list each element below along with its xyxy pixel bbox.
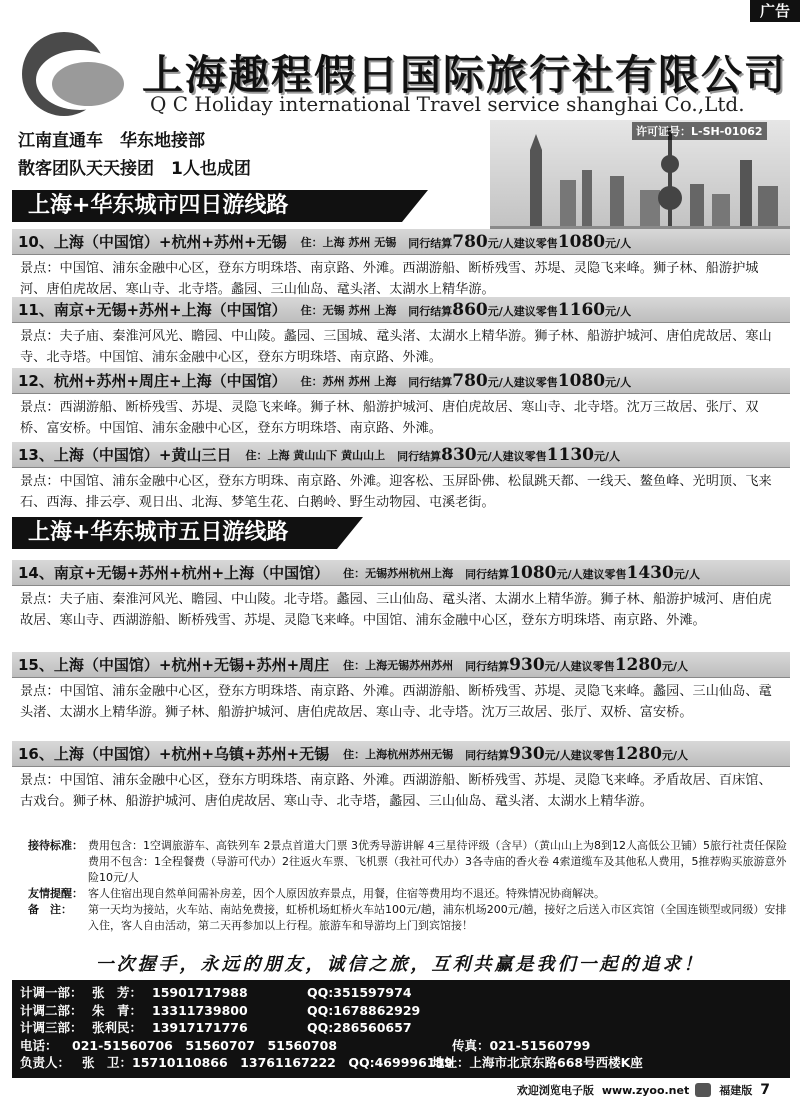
site-logo-icon bbox=[695, 1083, 711, 1097]
peer-price: 1080 bbox=[509, 562, 557, 583]
peer-price: 930 bbox=[509, 743, 545, 764]
route-stay: 住：上海 黄山山下 黄山山上 bbox=[245, 448, 386, 462]
route-description: 景点：夫子庙、秦淮河风光、瞻园、中山陵。蠡园、三国城、鼋头渚、太湖水上精华游。狮子林、船游护城河、唐伯虎故居、寒山寺、北寺塔。中国馆、浦东金融中心区，登东方明珠塔、南京路、外滩。 bbox=[20, 329, 772, 365]
note-text: 客人住宿出现自然单间需补房差，因个人原因放弃景点，用餐，住宿等费用均不退还。特殊情况协商解决。 bbox=[88, 887, 605, 900]
contact-row bbox=[20, 1019, 782, 1037]
route-header bbox=[12, 229, 790, 255]
route-title: 16、上海（中国馆）+杭州+乌镇+苏州+无锡 bbox=[18, 745, 330, 763]
note-label: 友情提醒： bbox=[28, 887, 83, 900]
contact-row bbox=[20, 984, 782, 1002]
page-number: 7 bbox=[760, 1082, 770, 1098]
footer-edition: 福建版 bbox=[719, 1084, 753, 1097]
route-title: 10、上海（中国馆）+杭州+苏州+无锡 bbox=[18, 233, 287, 251]
route-price: 同行结算860元/人建议零售1160元/人 bbox=[408, 299, 632, 320]
route-price: 同行结算830元/人建议零售1130元/人 bbox=[397, 444, 621, 465]
contact-qq: QQ:351597974 bbox=[307, 985, 412, 1000]
contact-panel bbox=[12, 980, 790, 1078]
retail-price: 1130 bbox=[546, 444, 594, 465]
route-header bbox=[12, 741, 790, 767]
peer-price: 860 bbox=[452, 299, 488, 320]
route-header bbox=[12, 560, 790, 586]
note-text: 费用包含：1空调旅游车、高铁列车 2景点首道大门票 3优秀导游讲解 4三星待评级（含早）（黄山山上为8到12人高低公卫铺）5旅行社责任保险 bbox=[88, 839, 787, 852]
route-13 bbox=[12, 442, 790, 513]
route-description: 景点：中国馆、浦东金融中心区，登东方明珠、南京路、外滩。迎客松、玉屏卧佛、松鼠跳天都、一线天、鳌鱼峰、光明顶、飞来石、西海、排云亭、观日出、北海、梦笔生花、白鹅岭、野生动物园、屯溪老街。 bbox=[20, 474, 772, 510]
note-label: 接待标准： bbox=[28, 839, 83, 852]
note-included bbox=[28, 838, 788, 854]
slogan-line-2: 散客团队天天接团 1人也成团 bbox=[18, 159, 251, 179]
retail-price: 1280 bbox=[614, 654, 663, 675]
note-text: 第一天均为接站，火车站、南站免费接，虹桥机场虹桥火车站100元/趟，浦东机场200元/趟，接好之后送入市区宾馆（全国连锁型或同级）安排入住，客人自由活动，第二天再参加以上行程。旅游车和导游均上门到宾馆接！ bbox=[88, 903, 787, 932]
contact-address: 地址：上海市北京东路668号西楼K座 bbox=[432, 1055, 643, 1070]
route-description: 景点：中国馆、浦东金融中心区，登东方明珠塔、南京路、外滩。西湖游船、断桥残雪、苏堤、灵隐飞来峰。狮子林、船游护城河、唐伯虎故居、寒山寺、北寺塔。蠡园、三山仙岛、鼋头渚、太湖水上精华游。 bbox=[20, 261, 759, 297]
contact-label: 负责人： bbox=[20, 1055, 71, 1070]
company-name-cn: 上海趣程假日国际旅行社有限公司 bbox=[142, 51, 787, 99]
route-header bbox=[12, 652, 790, 678]
route-title: 13、上海（中国馆）+黄山三日 bbox=[18, 446, 232, 464]
contact-phone: 13917171776 bbox=[152, 1020, 248, 1035]
note-excluded bbox=[28, 854, 788, 886]
route-12 bbox=[12, 368, 790, 439]
retail-price: 1430 bbox=[626, 562, 674, 583]
route-description: 景点：西湖游船、断桥残雪、苏堤、灵隐飞来峰。狮子林、船游护城河、唐伯虎故居、寒山寺、北寺塔。沈万三故居、张厅、双桥、富安桥。中国馆、浦东金融中心区，登东方明珠塔、南京路、外滩。 bbox=[20, 400, 759, 436]
route-10 bbox=[12, 229, 790, 300]
route-16 bbox=[12, 741, 790, 812]
contact-label: 计调一部： bbox=[20, 985, 83, 1000]
route-stay: 住：无锡苏州杭州上海 bbox=[343, 566, 454, 580]
company-name-en: Q C Holiday international Travel service shanghai Co.,Ltd. bbox=[150, 92, 745, 116]
contact-name: 朱 青： bbox=[92, 1002, 143, 1018]
contact-label: 计调二部： bbox=[20, 1002, 83, 1018]
route-stay: 住：苏州 苏州 上海 bbox=[300, 374, 397, 388]
ad-tag: 广告 bbox=[750, 0, 800, 22]
note-reminder bbox=[28, 886, 788, 902]
route-title: 15、上海（中国馆）+杭州+无锡+苏州+周庄 bbox=[18, 656, 330, 674]
contact-row bbox=[20, 1002, 782, 1020]
route-15 bbox=[12, 652, 790, 723]
route-title: 14、南京+无锡+苏州+杭州+上海（中国馆） bbox=[18, 564, 330, 582]
note-remark bbox=[28, 902, 788, 934]
contact-fax: 传真：021-51560799 bbox=[452, 1037, 591, 1053]
footer-welcome: 欢迎浏览电子版 bbox=[516, 1084, 594, 1097]
retail-price: 1080 bbox=[557, 231, 606, 252]
peer-price: 780 bbox=[452, 370, 488, 391]
retail-price: 1280 bbox=[614, 743, 663, 764]
contact-phone: 15901717988 bbox=[152, 985, 248, 1000]
contact-name: 张 卫： bbox=[82, 1055, 133, 1070]
retail-price: 1080 bbox=[557, 370, 606, 391]
peer-price: 830 bbox=[441, 444, 477, 465]
note-text: 费用不包含：1全程餐费（导游可代办）2往返火车票、飞机票（我社可代办）3各寺庙的香火卷 4索道缆车及其他私人费用，5推荐购买旅游意外险10元/人 bbox=[88, 855, 787, 884]
route-header bbox=[12, 442, 790, 468]
company-motto: 一次握手，永远的朋友，诚信之旅，互利共赢是我们一起的追求！ bbox=[95, 954, 705, 975]
contact-row bbox=[20, 1037, 782, 1055]
route-title: 12、杭州+苏州+周庄+上海（中国馆） bbox=[18, 372, 287, 390]
contact-name: 张利民： bbox=[92, 1020, 143, 1035]
route-stay: 住：上海杭州苏州无锡 bbox=[343, 747, 454, 761]
route-11 bbox=[12, 297, 790, 368]
contact-phone: 15710110866 13761167222 QQ:469996139 bbox=[132, 1055, 453, 1070]
route-title: 11、南京+无锡+苏州+上海（中国馆） bbox=[18, 301, 287, 319]
route-14 bbox=[12, 560, 790, 631]
footer bbox=[0, 1080, 800, 1100]
section-four-day-title: 上海+华东城市四日游线路 bbox=[12, 190, 402, 222]
route-price: 同行结算780元/人建议零售1080元/人 bbox=[408, 370, 632, 391]
peer-price: 930 bbox=[509, 654, 545, 675]
route-header bbox=[12, 297, 790, 323]
route-description: 景点：中国馆、浦东金融中心区，登东方明珠塔、南京路、外滩。西湖游船、断桥残雪、苏堤、灵隐飞来峰。蠡园、三山仙岛、鼋头渚、太湖水上精华游。狮子林、船游护城河、唐伯虎故居、寒山寺、北寺塔。沈万三故居、张厅、双桥、富安桥。 bbox=[20, 684, 772, 720]
contact-name: 张 芳： bbox=[92, 985, 143, 1000]
route-price: 同行结算780元/人建议零售1080元/人 bbox=[408, 231, 632, 252]
route-price: 同行结算930元/人建议零售1280元/人 bbox=[465, 654, 689, 675]
note-label: 备 注： bbox=[28, 903, 72, 916]
route-stay: 住：上海无锡苏州苏州 bbox=[343, 658, 454, 672]
terms-notes bbox=[28, 838, 788, 934]
route-price: 同行结算930元/人建议零售1280元/人 bbox=[465, 743, 689, 764]
section-five-day-title: 上海+华东城市五日游线路 bbox=[12, 517, 337, 549]
retail-price: 1160 bbox=[557, 299, 606, 320]
footer-site-link[interactable]: www.zyoo.net bbox=[601, 1083, 690, 1097]
route-header bbox=[12, 368, 790, 394]
license-number: 许可证号：L-SH-01062 bbox=[632, 122, 767, 140]
contact-phone: 13311739800 bbox=[152, 1002, 248, 1018]
contact-label: 计调三部： bbox=[20, 1020, 83, 1035]
company-logo bbox=[18, 28, 130, 128]
route-description: 景点：中国馆、浦东金融中心区，登东方明珠塔、南京路、外滩。西湖游船、断桥残雪、苏堤、灵隐飞来峰。矛盾故居、百床馆、古戏台。狮子林、船游护城河、唐伯虎故居、寒山寺、北寺塔，蠡园、三山仙岛、鼋头渚、太湖水上精华游。 bbox=[20, 773, 772, 809]
peer-price: 780 bbox=[452, 231, 488, 252]
route-description: 景点：夫子庙、秦淮河风光、瞻园、中山陵。北寺塔。蠡园、三山仙岛、鼋头渚、太湖水上精华游。狮子林、船游护城河、唐伯虎故居、寒山寺、西湖游船、断桥残雪、苏堤、灵隐飞来峰。中国馆、浦东金融中心区，登东方明珠塔、南京路、外滩。 bbox=[20, 592, 772, 628]
route-price: 同行结算1080元/人建议零售1430元/人 bbox=[465, 562, 700, 583]
slogan-line-1: 江南直通车 华东地接部 bbox=[18, 131, 205, 151]
contact-qq: QQ:286560657 bbox=[307, 1020, 412, 1035]
contact-label: 电话： bbox=[20, 1037, 58, 1053]
contact-row bbox=[20, 1054, 782, 1072]
route-stay: 住：无锡 苏州 上海 bbox=[300, 303, 397, 317]
contact-phone: 021-51560706 51560707 51560708 bbox=[72, 1037, 338, 1053]
route-stay: 住：上海 苏州 无锡 bbox=[300, 235, 397, 249]
contact-qq: QQ:1678862929 bbox=[307, 1002, 421, 1018]
